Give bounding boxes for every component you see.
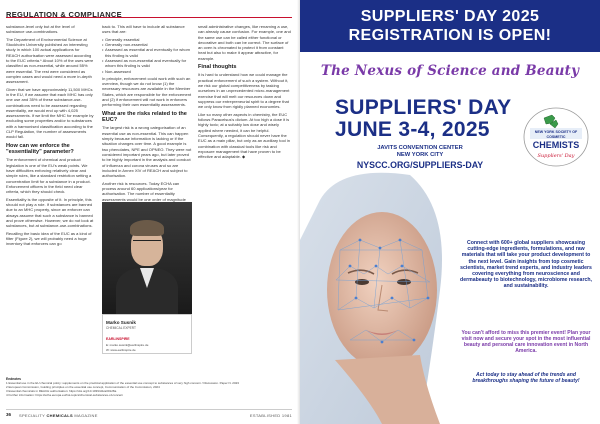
paragraph: Recalling the basic idea of the EUC as a kind of filter (Figure 2), we will probably need a huge inventory that enforcers can go bbox=[6, 230, 92, 247]
page-number: 36 bbox=[6, 412, 12, 417]
paragraph: The largest risk is a wrong categorisation of an essential use as non-essential. This can happen simply because information is lacking or if the situation changes over time. A good example is two phenolates, NPE and OPNEO. They were not considered important years ago, but later proved to be highly important in the analysis and conduct of influenza and corona viruses and so are included in Annex XIV of REACH and subject to authorisation. bbox=[102, 125, 192, 179]
article-column-3 bbox=[198, 24, 292, 354]
endnote: 1 Essential use in the EU chemical policy: supplements on the practical application of the essential use concept to substances of very high concern / Discussion. Paper N. 2023 bbox=[6, 381, 239, 386]
article-column-2 bbox=[102, 24, 192, 200]
magazine-name: SPECIALITY CHEMICALS MAGAZINE bbox=[19, 412, 98, 418]
subheading: How can we enforce the "essentiality" parameter? bbox=[6, 142, 74, 156]
endnote: 3 Essential chemicals in REACH authorisation: https://doi.org/10.1039/d4va00128a bbox=[6, 388, 117, 393]
paragraph: The Department of Environmental Science at Stockholm University published an interesting study in which 100 actual applications for REACH authorisation were assessed according to the EUC criteria.* About 10% of the uses were classified as non-essential, while around 55% were essential. The rest were considered as complex cases and would need a more in-depth assessment. bbox=[6, 36, 94, 85]
paragraph: small administrative changes, like renaming a use, can already cause confusion. For example, one and the same use can be called either functional or decorative and both can be correct. The surface of an oven is chromated to protect it from constant heat but also to make it appear attractive, for example. bbox=[198, 24, 291, 61]
author-website[interactable]: W: www.earlinspire.de bbox=[106, 348, 136, 352]
author-card bbox=[102, 314, 192, 354]
ad-call-to-action: Act today to stay ahead of the trends and breakthroughs shaping the future of beauty! bbox=[472, 372, 580, 385]
established-label: ESTABLISHED 1981 bbox=[249, 412, 292, 418]
author-company: EARLINSPIRE bbox=[106, 337, 130, 341]
ad-event-dates: JUNE 3-4, 2025 bbox=[335, 118, 490, 141]
subheading: What are the risks related to the EUC? bbox=[102, 110, 187, 124]
endnote: 4 Further information: https://echa.europa.eu/hot-topics/chemical-substances-of-concern bbox=[6, 392, 124, 397]
ad-venue-city: NEW YORK CITY bbox=[396, 151, 444, 158]
svg-text:Suppliers' Day: Suppliers' Day bbox=[537, 153, 575, 159]
section-header bbox=[6, 4, 292, 18]
svg-text:COSMETIC: COSMETIC bbox=[546, 135, 566, 139]
advertisement-page bbox=[300, 0, 600, 424]
ad-tagline: The Nexus of Science and Beauty bbox=[320, 63, 580, 79]
endnotes bbox=[6, 378, 292, 397]
ad-venue bbox=[360, 145, 480, 159]
ad-banner-headline: SUPPLIERS' DAY 2025 bbox=[360, 8, 540, 25]
svg-text:CHEMISTS: CHEMISTS bbox=[532, 140, 580, 150]
endnotes-title: Endnotes bbox=[6, 377, 22, 381]
author-email[interactable]: E: marko.susnik@earlinspire.de bbox=[106, 343, 149, 347]
page-footer bbox=[6, 409, 292, 419]
subheading: Final thoughts bbox=[198, 64, 237, 71]
bullet-list bbox=[102, 37, 192, 74]
ad-body-copy-2: You can't afford to miss this premier event! Plan your visit now and secure your spot in the most influential beauty and personal care innovation event in North America. bbox=[461, 330, 591, 355]
ad-event-title: SUPPLIERS' DAY bbox=[335, 96, 512, 119]
ad-body-copy: Connect with 600+ global suppliers showcasing cutting-edge ingredients, formulations, and raw materials that will take your product development to the next level. Gain insights from top cosmetic scientists, market trend experts, and industry leaders covering everything from neuroscience and dermabeauty to biotechnology, microbiome research, and sustainability. bbox=[460, 240, 592, 290]
ad-banner-subheadline: REGISTRATION IS OPEN! bbox=[348, 27, 552, 44]
nyscc-logo bbox=[522, 106, 590, 168]
list-item: • Non-assessed bbox=[102, 69, 192, 74]
paragraph: Given that we have approximately 11,500 MHCs in the EU, if we assume that each MHC has only one use and 35% of these substance-use-combinations need to be assessed regarding essentiality, we would end up with 4,025 assessments. If we limit the MHC for example by excluding some properties and/or to substances with a harmonised classification according to the CLP Regulation, the number of assessments would fall. bbox=[6, 86, 94, 140]
endnote: 2 European Commission, Guiding principles on the essential use concept, Communication of the Commission, 2024 bbox=[6, 385, 160, 390]
ad-url[interactable]: NYSCC.ORG/SUPPLIERS-DAY bbox=[356, 160, 484, 170]
list-item: • Assessed as essential and eventually for whom this finding is valid bbox=[102, 47, 192, 58]
ad-venue-line: JAVITS CONVENTION CENTER bbox=[377, 145, 463, 151]
list-item: • Assessed as non-essential and eventually for whom this finding is valid bbox=[102, 58, 192, 69]
svg-text:NEW YORK SOCIETY OF: NEW YORK SOCIETY OF bbox=[534, 130, 578, 134]
article-column-1 bbox=[6, 24, 94, 352]
ad-banner bbox=[300, 0, 600, 52]
ad-hero-image bbox=[300, 170, 600, 424]
paragraph: substance-level only but at the level of substance use-combinations. bbox=[6, 24, 75, 35]
section-title: REGULATION & COMPLIANCE bbox=[6, 10, 122, 19]
author-role: CHEMICAL EXPERT bbox=[106, 326, 136, 330]
list-item: • Generally essential bbox=[102, 37, 192, 42]
paragraph: Essentiality is the opposite of it. In principle, this should not play a role. If substances are banned due to an MHC property, since an enforcer can always assume that such a substance is banned and prove otherwise. However, we do not look at substances, but at substance-use-combinations. bbox=[6, 196, 94, 229]
author-photo bbox=[102, 202, 192, 314]
paragraph: back to. This will have to include all substance uses that are: bbox=[102, 24, 185, 35]
paragraph: Like so many other aspects in chemistry, the EUC follows Paracelsus's dictum. At too high a dose it is highly toxic; at a suitably low dose and wisely applied where needed, it can be helpful. Consequently, a regulation should never have the EUC as a main pillar, but only as an auxiliary tool in combination with classical tools like risk and exposure management that have proven to be effective and adaptable. ◆ bbox=[198, 111, 290, 160]
paragraph: Another risk is resources. Today ECHA can process around 60 applications/year for authorisation. The number of essentiality assessments would be one order of magnitude bbox=[102, 180, 186, 202]
paragraph: In principle, enforcement could work with such an overview, though we do not know (1) the necessary resources are available in the Member States, which are responsible for the enforcement and (2) if enforcement will not work in enforcers performing their own essentiality assessments. bbox=[102, 75, 192, 108]
author-name: Marko Susnik bbox=[106, 320, 136, 325]
paragraph: It is hard to understand how we could manage the practical enforcement of such a system. Without it, we risk our global competitiveness by tasking ourselves in an unprecedented micro-management exercise that will melt our resources down and suppress our entrepreneurial spirit to a degree that we only know from rigidly planned economies. bbox=[198, 72, 290, 110]
paragraph: The enforcement of chemical and product legislation is one of the EU's weak points. We have difficulties enforcing relatively clear and simple rules, like a standard restriction setting a concentration limit for a substance in a product. Enforcement officers in the field need clear criteria, which they should check. bbox=[6, 157, 92, 195]
list-item: • Generally non-essential bbox=[102, 42, 192, 47]
